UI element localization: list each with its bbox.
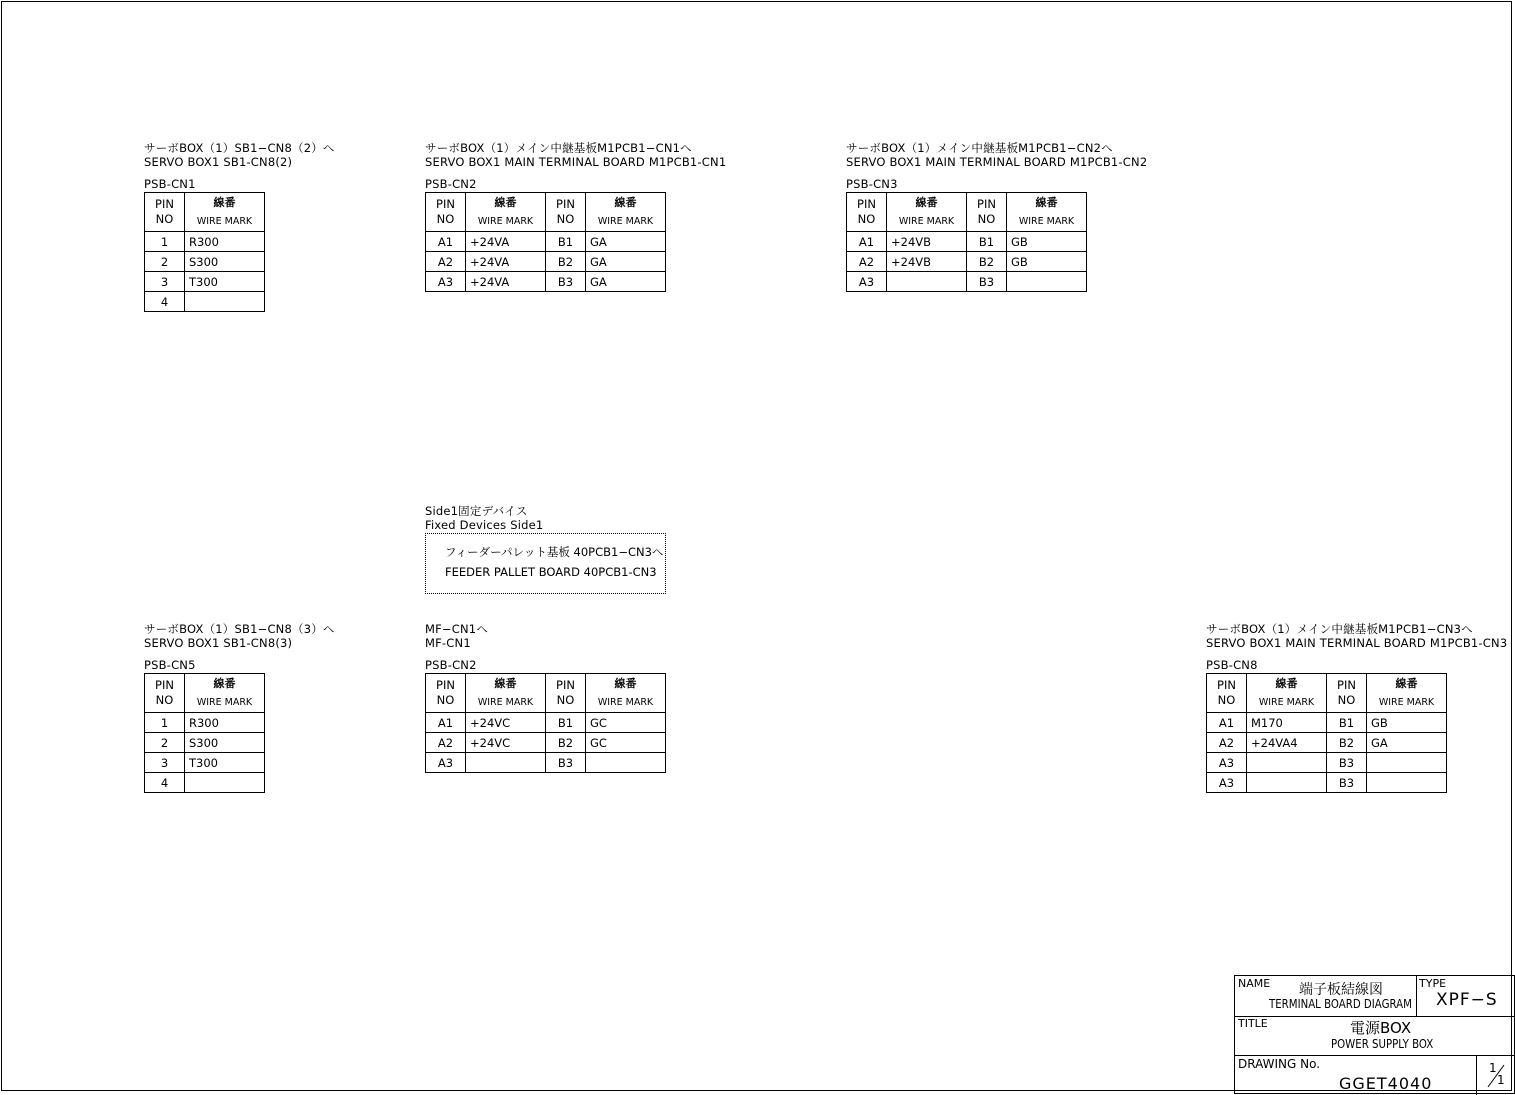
sheet-denominator: 1: [1497, 1073, 1505, 1087]
wire-mark-header-en: WIRE MARK: [597, 697, 654, 708]
pin-no-header: [1207, 674, 1247, 713]
wire-mark-header-en: WIRE MARK: [477, 216, 534, 227]
pin-number-cell: A1: [426, 713, 466, 733]
pin-header-line1: PIN: [556, 678, 575, 692]
drawing-sheet: [1, 1, 1512, 1091]
pin-number-cell: 2: [145, 733, 185, 753]
table-row: [426, 232, 666, 252]
wire-mark-cell: S300: [185, 252, 265, 272]
pin-number-cell: B1: [967, 232, 1007, 252]
table-row: [847, 272, 1087, 292]
fixed-devices-title-en: Fixed Devices Side1: [425, 518, 544, 532]
wire-mark-cell: [586, 753, 666, 773]
pin-no-header: [426, 193, 466, 232]
pin-number-cell: B3: [967, 272, 1007, 292]
pin-table: [1206, 673, 1447, 793]
pin-number-cell: B1: [546, 232, 586, 252]
wire-mark-cell: T300: [185, 753, 265, 773]
wire-mark-header: [185, 674, 265, 713]
pin-table: [144, 673, 265, 793]
wire-mark-cell: M170: [1247, 713, 1327, 733]
table-row: [426, 252, 666, 272]
connector-title-en: SERVO BOX1 MAIN TERMINAL BOARD M1PCB1-CN2: [846, 155, 1148, 169]
pin-number-cell: B2: [546, 733, 586, 753]
pin-no-header: [1327, 674, 1367, 713]
pin-header-line2: NO: [556, 693, 575, 707]
wire-mark-cell: GA: [586, 252, 666, 272]
wire-mark-cell: [1367, 753, 1447, 773]
pin-header-line1: PIN: [1337, 678, 1356, 692]
connector-title-jp: サーボBOX（1）メイン中継基板M1PCB1−CN2へ: [846, 141, 1113, 155]
table-row: [145, 232, 265, 252]
connector-title-en: MF-CN1: [425, 636, 471, 650]
pin-header-line2: NO: [155, 212, 174, 226]
wire-mark-header-jp: 線番: [494, 677, 517, 690]
wire-mark-header-en: WIRE MARK: [477, 697, 534, 708]
table-row: [145, 733, 265, 753]
wire-mark-header-en: WIRE MARK: [1258, 697, 1315, 708]
pin-table: [425, 192, 666, 292]
pin-header-line1: PIN: [977, 197, 996, 211]
connector-block: [846, 141, 1147, 292]
pin-number-cell: A3: [1207, 753, 1247, 773]
wire-mark-header-jp: 線番: [213, 196, 236, 209]
table-row: [1207, 713, 1447, 733]
table-row: [426, 713, 666, 733]
wire-mark-cell: GA: [586, 232, 666, 252]
connector-name: PSB-CN2: [425, 177, 477, 191]
connector-block: [144, 141, 335, 312]
pin-no-header: [426, 674, 466, 713]
wire-mark-cell: R300: [185, 713, 265, 733]
wire-mark-header-en: WIRE MARK: [597, 216, 654, 227]
table-row: [145, 252, 265, 272]
name-jp: 端子板結線図: [1299, 982, 1383, 998]
wire-mark-header-en: WIRE MARK: [196, 697, 253, 708]
wire-mark-header-jp: 線番: [213, 677, 236, 690]
wire-mark-cell: +24VC: [466, 713, 546, 733]
pin-header-line2: NO: [556, 212, 575, 226]
wire-mark-header-jp: 線番: [1275, 677, 1298, 690]
wire-mark-cell: GB: [1367, 713, 1447, 733]
fixed-devices-box: [425, 533, 666, 594]
connector-title-en: SERVO BOX1 MAIN TERMINAL BOARD M1PCB1-CN1: [425, 155, 727, 169]
wire-mark-cell: +24VA: [466, 272, 546, 292]
table-row: [847, 252, 1087, 272]
wire-mark-cell: GB: [1007, 232, 1087, 252]
pin-no-header: [546, 193, 586, 232]
pin-header-line1: PIN: [155, 197, 174, 211]
connector-title-en: SERVO BOX1 MAIN TERMINAL BOARD M1PCB1-CN3: [1206, 636, 1508, 650]
table-row: [1207, 773, 1447, 793]
pin-table: [425, 673, 666, 773]
title-jp: 電源BOX: [1350, 1019, 1412, 1037]
pin-number-cell: A2: [426, 252, 466, 272]
pin-no-header: [847, 193, 887, 232]
connector-block: [425, 622, 666, 773]
pin-number-cell: 1: [145, 232, 185, 252]
wire-mark-cell: [887, 272, 967, 292]
pin-table-header: [145, 674, 265, 713]
pin-header-line1: PIN: [857, 197, 876, 211]
pin-number-cell: A2: [1207, 733, 1247, 753]
type-value: XPF−S: [1436, 990, 1498, 1010]
wire-mark-cell: GC: [586, 713, 666, 733]
pin-table-header: [426, 193, 666, 232]
pin-header-line2: NO: [155, 693, 174, 707]
wire-mark-cell: +24VB: [887, 232, 967, 252]
pin-header-line1: PIN: [436, 678, 455, 692]
title-label: TITLE: [1238, 1017, 1268, 1030]
connector-block: [144, 622, 335, 793]
wire-mark-header: [586, 193, 666, 232]
pin-no-header: [546, 674, 586, 713]
table-row: [145, 292, 265, 312]
wire-mark-cell: [1007, 272, 1087, 292]
pin-no-header: [145, 674, 185, 713]
pin-header-line1: PIN: [436, 197, 455, 211]
wire-mark-header: [1367, 674, 1447, 713]
wire-mark-header: [185, 193, 265, 232]
pin-number-cell: B2: [967, 252, 1007, 272]
pin-table: [144, 192, 265, 312]
pin-number-cell: A3: [426, 753, 466, 773]
title-en: POWER SUPPLY BOX: [1331, 1037, 1434, 1051]
fixed-devices-heading: [425, 504, 543, 532]
wire-mark-header: [1007, 193, 1087, 232]
pin-table: [846, 192, 1087, 292]
pin-number-cell: 1: [145, 713, 185, 733]
wire-mark-cell: R300: [185, 232, 265, 252]
wire-mark-header-jp: 線番: [1035, 196, 1058, 209]
wire-mark-cell: +24VA: [466, 252, 546, 272]
drawing-label: DRAWING No.: [1238, 1057, 1321, 1071]
wire-mark-cell: +24VC: [466, 733, 546, 753]
name-label: NAME: [1238, 977, 1271, 990]
pin-table-header: [426, 674, 666, 713]
fixed-devices-line-jp: フィーダーパレット基板 40PCB1−CN3へ: [445, 545, 664, 559]
pin-number-cell: 2: [145, 252, 185, 272]
table-row: [145, 773, 265, 793]
pin-number-cell: B1: [546, 713, 586, 733]
pin-number-cell: A1: [847, 232, 887, 252]
wire-mark-cell: +24VA4: [1247, 733, 1327, 753]
fixed-devices-title-jp: Side1固定デバイス: [425, 504, 528, 518]
table-row: [1207, 753, 1447, 773]
wire-mark-header-jp: 線番: [614, 196, 637, 209]
pin-number-cell: B3: [546, 753, 586, 773]
wire-mark-cell: [185, 292, 265, 312]
pin-no-header: [145, 193, 185, 232]
connector-name: PSB-CN1: [144, 177, 196, 191]
wire-mark-cell: +24VA: [466, 232, 546, 252]
fixed-devices-line-en: FEEDER PALLET BOARD 40PCB1-CN3: [445, 565, 657, 579]
wire-mark-header: [466, 674, 546, 713]
pin-number-cell: A2: [426, 733, 466, 753]
table-row: [145, 272, 265, 292]
connector-title-jp: MF−CN1へ: [425, 622, 489, 636]
pin-number-cell: B1: [1327, 713, 1367, 733]
wire-mark-header-en: WIRE MARK: [1378, 697, 1435, 708]
drawing-number: GGET4040: [1339, 1074, 1433, 1093]
pin-header-line2: NO: [436, 693, 455, 707]
connector-title-jp: サーボBOX（1）メイン中継基板M1PCB1−CN1へ: [425, 141, 692, 155]
wire-mark-cell: [1247, 753, 1327, 773]
pin-number-cell: A3: [847, 272, 887, 292]
wire-mark-cell: [185, 773, 265, 793]
pin-header-line2: NO: [436, 212, 455, 226]
table-row: [1207, 733, 1447, 753]
table-row: [426, 733, 666, 753]
pin-header-line1: PIN: [155, 678, 174, 692]
table-row: [145, 753, 265, 773]
pin-header-line2: NO: [977, 212, 996, 226]
connector-name: PSB-CN2: [425, 658, 477, 672]
sheet-numerator: 1: [1489, 1061, 1497, 1075]
pin-header-line2: NO: [857, 212, 876, 226]
connector-block: [425, 141, 726, 292]
connector-block: [1206, 622, 1507, 793]
pin-no-header: [967, 193, 1007, 232]
pin-number-cell: A3: [426, 272, 466, 292]
connector-title-en: SERVO BOX1 SB1-CN8(3): [144, 636, 293, 650]
wire-mark-cell: [1247, 773, 1327, 793]
connector-name: PSB-CN5: [144, 658, 196, 672]
pin-number-cell: A2: [847, 252, 887, 272]
wire-mark-cell: [1367, 773, 1447, 793]
table-row: [145, 713, 265, 733]
pin-header-line2: NO: [1337, 693, 1356, 707]
title-block: [1234, 975, 1515, 1094]
wire-mark-header-jp: 線番: [915, 196, 938, 209]
connector-title-en: SERVO BOX1 SB1-CN8(2): [144, 155, 293, 169]
wire-mark-header: [586, 674, 666, 713]
connector-name: PSB-CN8: [1206, 658, 1258, 672]
wire-mark-cell: +24VB: [887, 252, 967, 272]
wire-mark-header-jp: 線番: [614, 677, 637, 690]
pin-number-cell: B3: [546, 272, 586, 292]
pin-number-cell: B3: [1327, 773, 1367, 793]
wire-mark-header: [466, 193, 546, 232]
pin-number-cell: A1: [426, 232, 466, 252]
wire-mark-header: [1247, 674, 1327, 713]
wire-mark-cell: GA: [1367, 733, 1447, 753]
wire-mark-header-jp: 線番: [1395, 677, 1418, 690]
pin-header-line1: PIN: [556, 197, 575, 211]
pin-number-cell: 3: [145, 753, 185, 773]
pin-header-line2: NO: [1217, 693, 1236, 707]
wire-mark-header-en: WIRE MARK: [1018, 216, 1075, 227]
type-label: TYPE: [1419, 977, 1447, 990]
name-en: TERMINAL BOARD DIAGRAM: [1269, 997, 1412, 1011]
pin-number-cell: B2: [1327, 733, 1367, 753]
wire-mark-cell: S300: [185, 733, 265, 753]
pin-number-cell: B3: [1327, 753, 1367, 773]
wire-mark-header-jp: 線番: [494, 196, 517, 209]
pin-number-cell: A1: [1207, 713, 1247, 733]
wire-mark-header-en: WIRE MARK: [196, 216, 253, 227]
wire-mark-cell: [466, 753, 546, 773]
connector-title-jp: サーボBOX（1）SB1−CN8（3）へ: [144, 622, 335, 636]
pin-number-cell: 3: [145, 272, 185, 292]
wire-mark-cell: GC: [586, 733, 666, 753]
pin-number-cell: B2: [546, 252, 586, 272]
connector-title-jp: サーボBOX（1）メイン中継基板M1PCB1−CN3へ: [1206, 622, 1473, 636]
pin-table-header: [847, 193, 1087, 232]
wire-mark-header-en: WIRE MARK: [898, 216, 955, 227]
table-row: [847, 232, 1087, 252]
pin-header-line1: PIN: [1217, 678, 1236, 692]
wire-mark-cell: T300: [185, 272, 265, 292]
pin-table-header: [1207, 674, 1447, 713]
pin-number-cell: 4: [145, 773, 185, 793]
wire-mark-cell: GA: [586, 272, 666, 292]
pin-number-cell: A3: [1207, 773, 1247, 793]
connector-title-jp: サーボBOX（1）SB1−CN8（2）へ: [144, 141, 335, 155]
pin-number-cell: 4: [145, 292, 185, 312]
pin-table-header: [145, 193, 265, 232]
wire-mark-cell: GB: [1007, 252, 1087, 272]
table-row: [426, 753, 666, 773]
connector-name: PSB-CN3: [846, 177, 898, 191]
wire-mark-header: [887, 193, 967, 232]
table-row: [426, 272, 666, 292]
